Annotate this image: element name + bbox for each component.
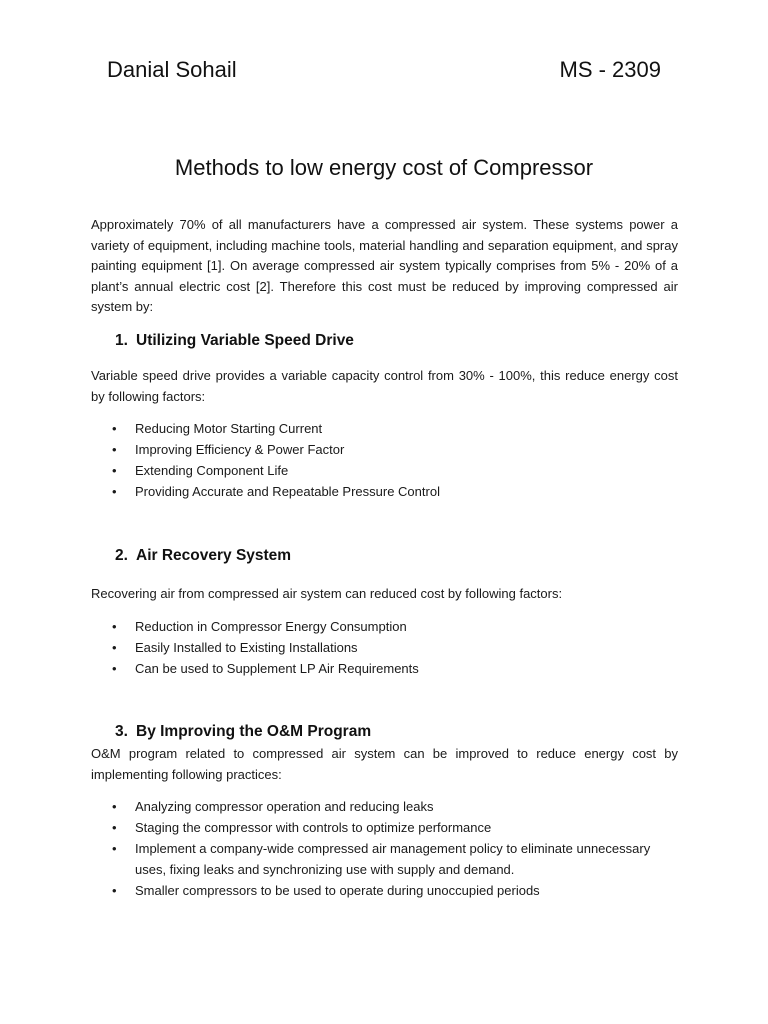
bullet-icon: • [112, 463, 117, 478]
list-item [112, 616, 682, 637]
section-3-heading [115, 722, 371, 742]
bullet-icon: • [112, 841, 117, 856]
list-item [112, 481, 682, 502]
list-item-text: Staging the compressor with controls to optimize performance [135, 820, 492, 835]
list-item-text: Smaller compressors to be used to operate during unoccupied periods [135, 883, 540, 898]
bullet-icon: • [112, 442, 117, 457]
list-item [112, 817, 682, 838]
list-item [112, 880, 682, 901]
section-2-paragraph: Recovering air from compressed air system can reduced cost by following factors: [91, 586, 563, 601]
list-item-text: Improving Efficiency & Power Factor [135, 442, 345, 457]
section-1-paragraph: Variable speed drive provides a variable capacity control from 30% - 100%, this reduce energy cost by following factors: [91, 368, 678, 404]
section-3-title: By Improving the O&M Program [136, 723, 372, 740]
section-2-title: Air Recovery System [136, 547, 292, 564]
list-item-text: Easily Installed to Existing Installations [135, 640, 358, 655]
list-item-text: Extending Component Life [135, 463, 289, 478]
list-item-text: Reducing Motor Starting Current [135, 421, 323, 436]
list-item [112, 796, 682, 817]
section-1-heading [115, 331, 354, 351]
bullet-icon: • [112, 619, 117, 634]
author-name: Danial Sohail [107, 57, 237, 82]
bullet-icon: • [112, 820, 117, 835]
list-item [112, 637, 682, 658]
list-item [112, 460, 682, 481]
list-item-text: Reduction in Compressor Energy Consumption [135, 619, 407, 634]
student-id: MS - 2309 [559, 57, 661, 82]
section-1-bullet-list [112, 418, 682, 502]
bullet-icon: • [112, 799, 117, 814]
section-3-bullet-list [112, 796, 682, 901]
section-1-number: 1. [115, 332, 128, 349]
section-3-number: 3. [115, 723, 128, 740]
list-item-text: Analyzing compressor operation and reducing leaks [135, 799, 434, 814]
section-1-title: Utilizing Variable Speed Drive [136, 332, 354, 349]
section-2-bullet-list [112, 616, 682, 679]
list-item [112, 658, 682, 679]
list-item [112, 418, 682, 439]
list-item [112, 439, 682, 460]
document-title: Methods to low energy cost of Compressor [174, 155, 594, 180]
bullet-icon: • [112, 883, 117, 898]
list-item-text: Implement a company-wide compressed air management policy to eliminate unnecessary uses, fixing leaks and synchronizing use with supply and demand. [135, 841, 651, 877]
bullet-icon: • [112, 661, 117, 676]
list-item [112, 838, 682, 880]
section-3-paragraph: O&M program related to compressed air system can be improved to reduce energy cost by implementing following practices: [91, 746, 678, 782]
section-2-heading [115, 546, 291, 566]
section-2-number: 2. [115, 547, 128, 564]
bullet-icon: • [112, 421, 117, 436]
bullet-icon: • [112, 640, 117, 655]
intro-paragraph: Approximately 70% of all manufacturers have a compressed air system. These systems power a variety of equipment, including machine tools, material handling and separation equipment, and spray painting equipment [1]. On average compressed air system typically comprises from 5% - 20% of a plant’s annual electric cost [2]. Therefore this cost must be reduced by improving compressed air system by: [91, 217, 678, 314]
bullet-icon: • [112, 484, 117, 499]
list-item-text: Providing Accurate and Repeatable Pressure Control [135, 484, 440, 499]
list-item-text: Can be used to Supplement LP Air Requirements [135, 661, 419, 676]
